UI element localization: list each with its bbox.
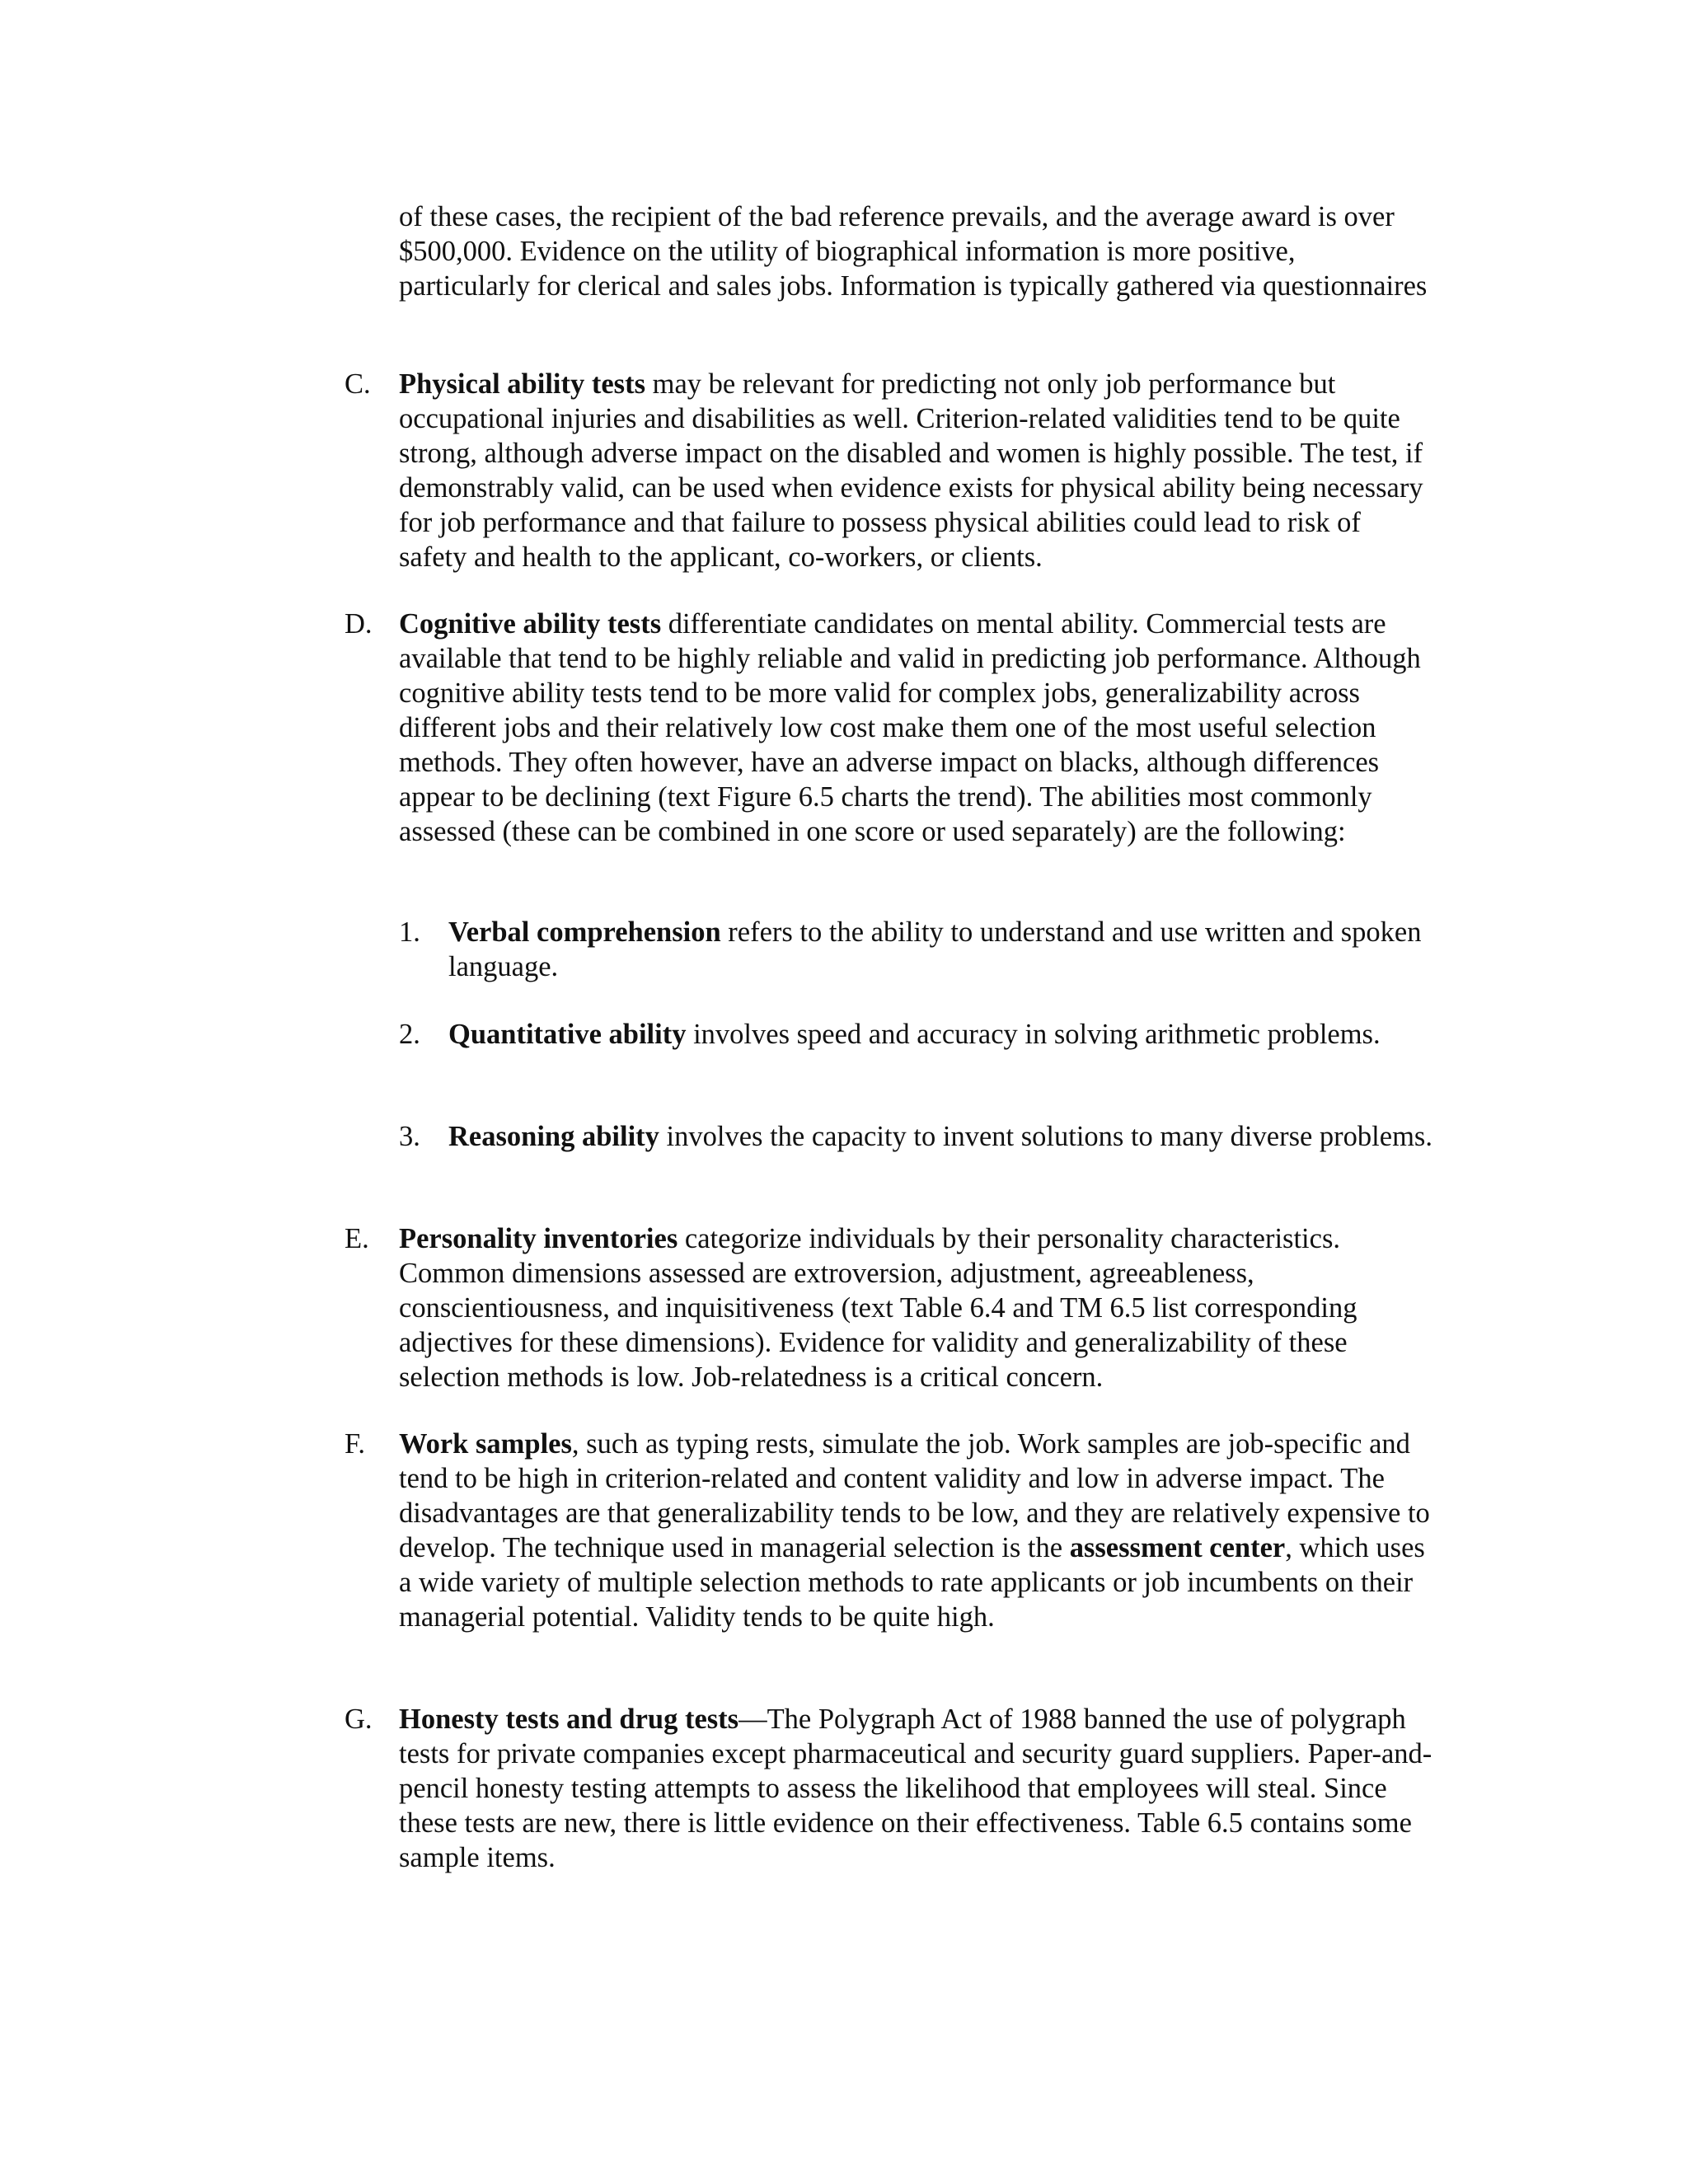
list-item-number: 1.	[399, 916, 420, 948]
section-letter: C.	[345, 368, 371, 400]
list-item-term: Reasoning ability	[448, 1121, 659, 1152]
section-text: —The Polygraph Act of 1988 banned the use of polygraph tests for private companies except pharmaceutical and security guard suppliers. Paper-and-pencil honesty testing attempts to assess the likelihood that employees will steal. Since these tests are new, there is little evidence on their effectiveness. Table 6.5 contains some sample items.	[399, 1704, 1432, 1873]
section-letter: D.	[345, 608, 373, 640]
section-text: differentiate candidates on mental ability. Commercial tests are available that tend to be highly reliable and valid in predicting job performance. Although cognitive ability tests tend to be more valid for complex jobs, generalizability across different jobs and their relatively low cost make them one of the most useful selection methods. They often however, have an adverse impact on blacks, although differences appear to be declining (text Figure 6.5 charts the trend). The abilities most commonly assessed (these can be combined in one score or used separately) are the following:	[399, 608, 1421, 847]
section-term: Personality inventories	[399, 1223, 678, 1254]
section-letter: G.	[345, 1704, 373, 1735]
section-term: Honesty tests and drug tests	[399, 1704, 739, 1735]
section-body	[399, 607, 1432, 849]
list-item-text: involves the capacity to invent solutions to many diverse problems.	[659, 1121, 1432, 1152]
section-term: Work samples	[399, 1428, 572, 1460]
list-item-text: involves speed and accuracy in solving arithmetic problems.	[686, 1019, 1381, 1050]
list-item-term: Verbal comprehension	[448, 916, 721, 948]
section-text: categorize individuals by their personality characteristics. Common dimensions assessed are extroversion, adjustment, agreeableness, conscientiousness, and inquisitiveness (text Table 6.4 and TM 6.5 list corresponding adjectives for these dimensions). Evidence for validity and generalizability of these selection methods is low. Job-relatedness is a critical concern.	[399, 1223, 1357, 1393]
list-item-2	[399, 1017, 1432, 1052]
list-item-3	[399, 1119, 1432, 1154]
continuation-paragraph: of these cases, the recipient of the bad reference prevails, and the average award is over $500,000. Evidence on the utility of biographical information is more positive, particularly for clerical and sales jobs. Information is typically gathered via questionnaires	[399, 201, 1428, 302]
list-item-body	[448, 1017, 1432, 1052]
section-letter: F.	[345, 1428, 366, 1460]
list-item-body	[448, 1119, 1432, 1154]
list-item-text: refers to the ability to understand and use written and spoken language.	[448, 916, 1422, 982]
section-term-secondary: assessment center	[1069, 1532, 1286, 1563]
list-item-number: 3.	[399, 1121, 420, 1152]
section-body	[399, 1427, 1432, 1634]
section-body	[399, 1221, 1432, 1394]
section-term: Cognitive ability tests	[399, 608, 662, 640]
section-term: Physical ability tests	[399, 368, 645, 400]
section-body	[399, 1702, 1432, 1875]
list-item-term: Quantitative ability	[448, 1019, 687, 1050]
section-d	[345, 607, 1432, 849]
list-item-1	[399, 915, 1432, 984]
section-text-secondary: , which uses a wide variety of multiple selection methods to rate applicants or job incumbents on their managerial potential. Validity tends to be quite high.	[399, 1532, 1425, 1633]
section-text: , such as typing rests, simulate the job. Work samples are job-specific and tend to be high in criterion-related and content validity and low in adverse impact. The disadvantages are that generalizability tends to be low, and they are relatively expensive to develop. The technique used in managerial selection is the	[399, 1428, 1430, 1563]
section-e	[345, 1221, 1432, 1394]
section-text: may be relevant for predicting not only job performance but occupational injuries and disabilities as well. Criterion-related validities tend to be quite strong, although adverse impact on the disabled and women is highly possible. The test, if demonstrably valid, can be used when evidence exists for physical ability being necessary for job performance and that failure to possess physical abilities could lead to risk of safety and health to the applicant, co-workers, or clients.	[399, 368, 1423, 573]
section-f	[345, 1427, 1432, 1634]
section-g	[345, 1702, 1432, 1875]
list-item-number: 2.	[399, 1019, 420, 1050]
section-body	[399, 367, 1432, 574]
list-item-body	[448, 915, 1432, 984]
section-c	[345, 367, 1432, 574]
section-letter: E.	[345, 1223, 369, 1254]
